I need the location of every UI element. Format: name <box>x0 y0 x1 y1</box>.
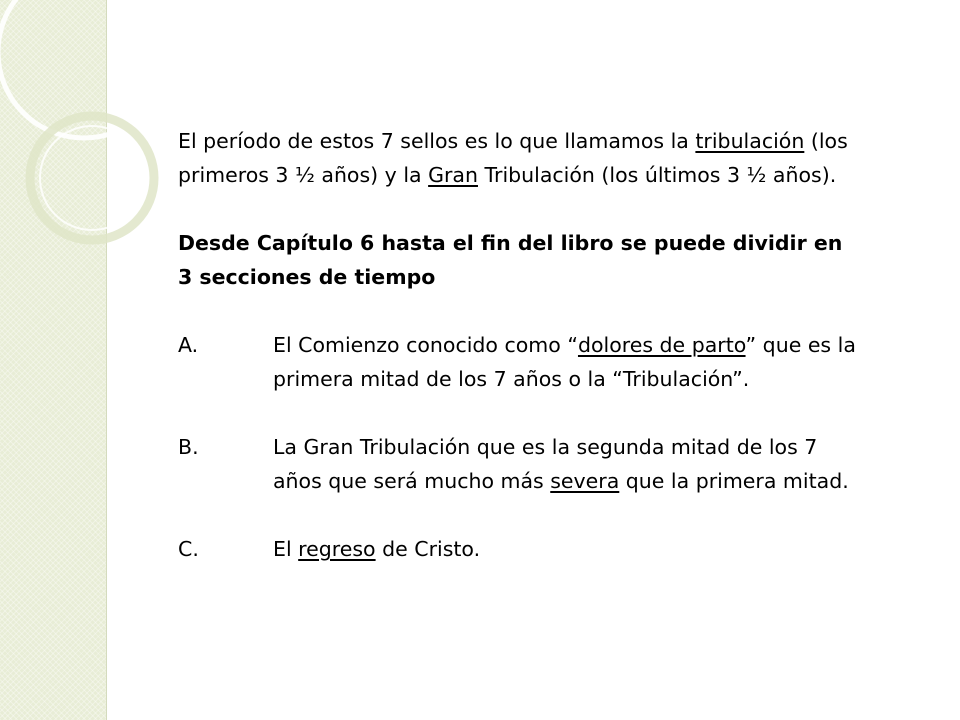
item-b-text-2: que la primera mitad. <box>619 469 849 493</box>
spacer <box>178 294 858 328</box>
item-a-text-2: ” que es la primera mitad de los 7 años o la “Tribulación”. <box>273 333 856 391</box>
list-item-letter: A. <box>178 333 199 357</box>
intro-text-2: (los primeros 3 ½ años) y la <box>178 129 848 187</box>
spacer <box>178 396 858 430</box>
slide-content <box>178 124 858 566</box>
item-a-underlined: dolores de parto <box>577 333 746 357</box>
spacer <box>178 192 858 226</box>
item-b-underlined: severa <box>550 469 620 493</box>
spacer <box>178 498 858 532</box>
intro-underlined-tribulacion: tribulación <box>695 129 805 153</box>
list-item-text <box>273 328 858 396</box>
intro-text-3: Tribulación (los últimos 3 ½ años). <box>477 163 837 187</box>
item-c-text-1: El <box>273 537 299 561</box>
list-item-a <box>178 328 858 396</box>
list-item-text <box>273 430 858 498</box>
item-b-text-1: La Gran Tribulación que es la segunda mitad de los 7 años que será mucho más <box>273 435 818 493</box>
list-item-c <box>178 532 858 566</box>
list-item-text <box>273 532 858 566</box>
intro-text-1: El período de estos 7 sellos es lo que llamamos la <box>178 129 696 153</box>
list-item-letter: C. <box>178 537 199 561</box>
list-item-b <box>178 430 858 498</box>
item-a-text-1: El Comienzo conocido como “ <box>273 333 578 357</box>
item-c-underlined: regreso <box>298 537 376 561</box>
section-heading: Desde Capítulo 6 hasta el fin del libro se puede dividir en 3 secciones de tiempo <box>178 231 843 289</box>
item-c-text-2: de Cristo. <box>375 537 481 561</box>
intro-underlined-gran: Gran <box>428 163 478 187</box>
intro-paragraph <box>178 124 858 192</box>
list-item-letter: B. <box>178 435 199 459</box>
decorative-rings <box>0 0 200 280</box>
